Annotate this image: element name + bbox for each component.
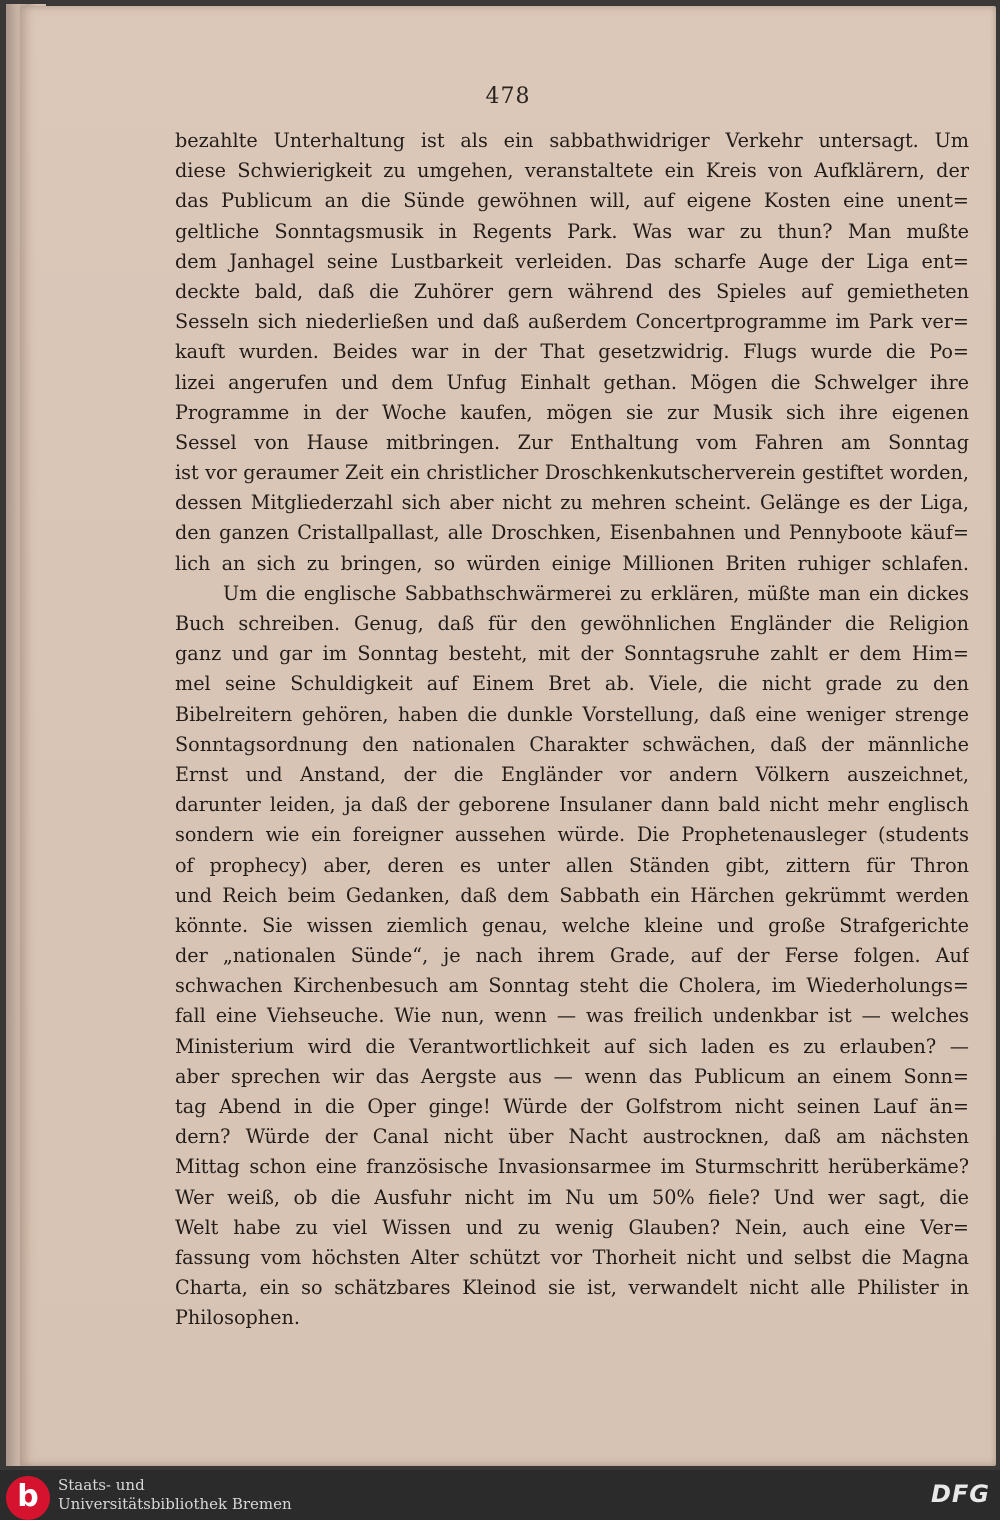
library-name-line-1: Staats- und	[58, 1476, 145, 1494]
text-line: lizei angerufen und dem Unfug Einhalt gethan. Mögen die Schwelger ihre	[175, 370, 969, 394]
text-line: Bibelreitern gehören, haben die dunkle Vorstellung, daß eine weniger strenge	[175, 702, 969, 726]
text-line: das Publicum an die Sünde gewöhnen will, auf eigene Kosten eine unent=	[175, 189, 969, 213]
text-line: sondern wie ein foreigner aussehen würde. Die Prophetenausleger (students	[175, 823, 969, 847]
page-number: 478	[485, 84, 531, 109]
text-line: aber sprechen wir das Aergste aus — wenn das Publicum an einem Sonn=	[175, 1064, 969, 1088]
text-line: Philosophen.	[175, 1306, 300, 1330]
text-line: Sesseln sich niederließen und daß außerdem Concertprogramme im Park ver=	[175, 310, 969, 334]
text-line: darunter leiden, ja daß der geborene Insulaner dann bald nicht mehr englisch	[175, 793, 969, 817]
text-line: dern? Würde der Canal nicht über Nacht austrocknen, daß am nächsten	[175, 1125, 969, 1149]
book-page	[20, 6, 996, 1466]
library-name-line-2: Universitätsbibliothek Bremen	[58, 1495, 292, 1513]
text-line: Um die englische Sabbathschwärmerei zu erklären, müßte man ein dickes	[223, 581, 969, 605]
text-line: fassung vom höchsten Alter schützt vor Thorheit nicht und selbst die Magna	[175, 1245, 969, 1269]
text-line: und Reich beim Gedanken, daß dem Sabbath ein Härchen gekrümmt werden	[175, 883, 969, 907]
text-line: Sessel von Hause mitbringen. Zur Enthaltung vom Fahren am Sonntag	[175, 430, 969, 454]
text-line: ist vor geraumer Zeit ein christlicher Droschkenkutscherverein gestiftet worden,	[175, 461, 969, 485]
text-line: Wer weiß, ob die Ausfuhr nicht im Nu um 50% fiele? Und wer sagt, die	[175, 1185, 969, 1209]
text-line: fall eine Viehseuche. Wie nun, wenn — was freilich undenkbar ist — welches	[175, 1004, 969, 1028]
text-line: der „nationalen Sünde“, je nach ihrem Grade, auf der Ferse folgen. Auf	[175, 944, 969, 968]
text-line: mel seine Schuldigkeit auf Einem Bret ab. Viele, die nicht grade zu den	[175, 672, 969, 696]
dfg-logo[interactable]: DFG	[930, 1480, 990, 1508]
text-line: Ministerium wird die Verantwortlichkeit auf sich laden es zu erlauben? —	[175, 1034, 969, 1058]
page-text-body	[175, 126, 969, 1334]
text-line: schwachen Kirchenbesuch am Sonntag steht die Cholera, im Wiederholungs=	[175, 974, 969, 998]
library-name[interactable]	[58, 1476, 292, 1514]
text-line: kauft wurden. Beides war in der That gesetzwidrig. Flugs wurde die Po=	[175, 340, 969, 364]
text-line: Charta, ein so schätzbares Kleinod sie ist, verwandelt nicht alle Philister in	[175, 1276, 969, 1300]
text-line: Welt habe zu viel Wissen und zu wenig Glauben? Nein, auch eine Ver=	[175, 1215, 969, 1239]
text-line: tag Abend in die Oper ginge! Würde der Golfstrom nicht seinen Lauf än=	[175, 1095, 969, 1118]
text-line: Ernst und Anstand, der die Engländer vor andern Völkern auszeichnet,	[175, 762, 969, 786]
text-line: Buch schreiben. Genug, daß für den gewöhnlichen Engländer die Religion	[175, 612, 969, 635]
text-line: dem Janhagel seine Lustbarkeit verleiden. Das scharfe Auge der Liga ent=	[175, 249, 969, 273]
text-line: Sonntagsordnung den nationalen Charakter schwächen, daß der männliche	[175, 732, 969, 756]
text-line: deckte bald, daß die Zuhörer gern während des Spieles auf gemietheten	[175, 279, 969, 303]
text-line: Mittag schon eine französische Invasionsarmee im Sturmschritt herüberkäme?	[175, 1155, 969, 1179]
library-logo-icon[interactable]: b	[6, 1476, 50, 1520]
text-line: dessen Mitgliederzahl sich aber nicht zu mehren scheint. Gelänge es der Liga,	[175, 491, 969, 515]
text-line: Programme in der Woche kaufen, mögen sie zur Musik sich ihre eigenen	[175, 400, 969, 424]
text-line: geltliche Sonntagsmusik in Regents Park. Was war zu thun? Man mußte	[175, 219, 969, 243]
text-line: bezahlte Unterhaltung ist als ein sabbathwidriger Verkehr untersagt. Um	[175, 129, 969, 152]
text-line: den ganzen Cristallpallast, alle Droschken, Eisenbahnen und Pennyboote käuf=	[175, 521, 969, 545]
text-line: ganz und gar im Sonntag besteht, mit der Sonntagsruhe zahlt er dem Him=	[175, 642, 969, 666]
footer-bar	[0, 1470, 1000, 1520]
text-line: lich an sich zu bringen, so würden einige Millionen Briten ruhiger schlafen.	[175, 551, 969, 575]
text-line: of prophecy) aber, deren es unter allen Ständen gibt, zittern für Thron	[175, 853, 969, 877]
text-line: könnte. Sie wissen ziemlich genau, welche kleine und große Strafgerichte	[175, 913, 969, 937]
text-line: diese Schwierigkeit zu umgehen, veranstaltete ein Kreis von Aufklärern, der	[175, 159, 969, 183]
